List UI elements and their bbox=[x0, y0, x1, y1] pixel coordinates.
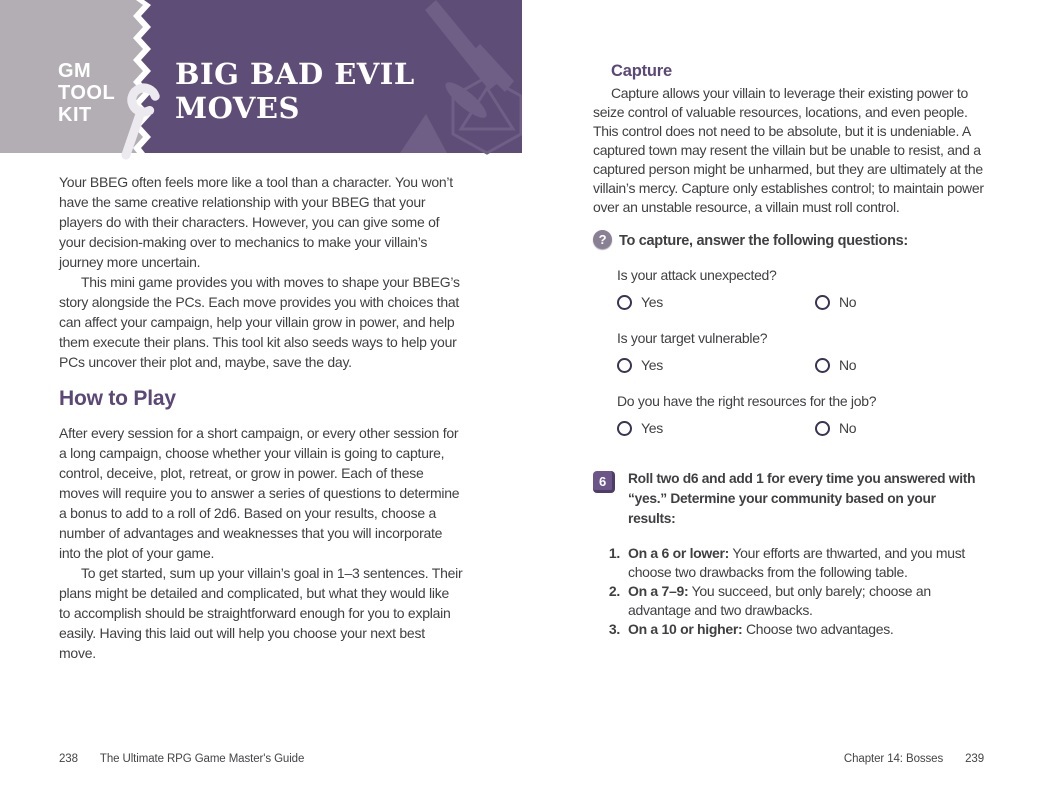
how-to-play-paragraph-2: To get started, sum up your villain’s goal in 1–3 sentences. Their plans might be detailed and complicated, but what they would like to accomplish should be straightforward enough for you to explain easily. Having this laid out will help you choose your next best move. bbox=[59, 565, 463, 661]
result-item-3 bbox=[606, 620, 985, 639]
question-text: Is your attack unexpected? bbox=[617, 267, 777, 283]
result-description: Choose two advantages. bbox=[746, 621, 894, 637]
badge-line: TOOL bbox=[58, 82, 116, 104]
title-line: MOVES bbox=[175, 91, 300, 125]
result-lead: On a 7–9: bbox=[628, 583, 689, 599]
result-number: 3. bbox=[608, 621, 620, 637]
right-page-footer bbox=[844, 753, 984, 765]
how-to-play-paragraph-1: After every session for a short campaign, or every other session for a long campaign, choose whether your villain is going to capture, control, deceive, plot, retreat, or grow in power. Each of these moves will require you to answer a series of questions to determine a bonus to add to a roll of 2d6. Based on your results, choose a number of advantages and weaknesses that you will incorporate into the plot of your game. bbox=[59, 425, 460, 561]
result-text bbox=[628, 582, 985, 620]
option-label: No bbox=[839, 420, 857, 436]
roll-instruction-text: Roll two d6 and add 1 for every time you answered with “yes.” Determine your community based on your results: bbox=[628, 471, 976, 526]
question-block-1 bbox=[617, 266, 985, 312]
option-no[interactable] bbox=[815, 356, 985, 375]
result-number: 1. bbox=[608, 545, 620, 561]
option-label: No bbox=[839, 357, 857, 373]
option-yes[interactable] bbox=[617, 293, 815, 312]
option-label: No bbox=[839, 294, 857, 310]
result-description: Your efforts are thwarted, and you must choose two drawbacks from the following table. bbox=[628, 545, 966, 580]
right-page-number: 239 bbox=[965, 753, 984, 765]
capture-paragraph: Capture allows your villain to leverage their existing power to seize control of valuable resources, locations, and even people. This control does not need to be absolute, but it is undeniable. A captured town may resent the villain but be unable to resist, and a captured person might be unharmed, but they are ultimately at the villain’s mercy. Capture only establishes control; to maintain power over an unstable resource, a villain must roll control. bbox=[593, 85, 984, 215]
badge-line: KIT bbox=[58, 104, 92, 126]
question-text: Do you have the right resources for the job? bbox=[617, 393, 877, 409]
page-title bbox=[175, 57, 415, 125]
result-lead: On a 10 or higher: bbox=[628, 621, 743, 637]
question-options bbox=[617, 419, 985, 438]
left-page-number: 238 bbox=[59, 753, 78, 765]
d6-die-icon: 6 bbox=[593, 471, 615, 493]
option-label: Yes bbox=[641, 294, 663, 310]
result-item-1 bbox=[606, 544, 985, 582]
questions-intro-row bbox=[593, 230, 985, 251]
result-text bbox=[628, 544, 985, 582]
radio-button-yes[interactable] bbox=[617, 295, 632, 310]
results-list bbox=[606, 544, 985, 639]
chapter-label: Chapter 14: Bosses bbox=[843, 753, 944, 765]
question-block-3 bbox=[617, 392, 985, 438]
questions-list bbox=[617, 266, 985, 438]
result-text bbox=[628, 620, 985, 639]
questions-intro-text: To capture, answer the following questions: bbox=[619, 233, 908, 249]
result-item-2 bbox=[606, 582, 985, 620]
roll-instruction-row bbox=[593, 469, 985, 529]
capture-heading: Capture bbox=[611, 62, 672, 80]
question-text: Is your target vulnerable? bbox=[617, 330, 768, 346]
option-no[interactable] bbox=[815, 419, 985, 438]
left-page-column bbox=[59, 172, 463, 663]
option-no[interactable] bbox=[815, 293, 985, 312]
result-number: 2. bbox=[608, 583, 620, 599]
radio-button-no[interactable] bbox=[815, 295, 830, 310]
option-yes[interactable] bbox=[617, 356, 815, 375]
option-label: Yes bbox=[641, 420, 663, 436]
question-options bbox=[617, 356, 985, 375]
radio-button-no[interactable] bbox=[815, 358, 830, 373]
chapter-banner bbox=[0, 0, 522, 175]
book-title: The Ultimate RPG Game Master's Guide bbox=[99, 753, 305, 765]
radio-button-yes[interactable] bbox=[617, 421, 632, 436]
option-label: Yes bbox=[641, 357, 663, 373]
how-to-play-heading: How to Play bbox=[59, 387, 176, 410]
left-page-footer bbox=[59, 753, 304, 765]
radio-button-yes[interactable] bbox=[617, 358, 632, 373]
right-page-column bbox=[593, 62, 985, 639]
intro-paragraph-2: This mini game provides you with moves to shape your BBEG’s story alongside the PCs. Each move provides you with choices that can affect your campaign, help your villain grow in power, and help them execute their plans. This tool kit also seeds ways to help your PCs uncover their plot and, maybe, save the day. bbox=[59, 274, 460, 370]
question-options bbox=[617, 293, 985, 312]
option-yes[interactable] bbox=[617, 419, 815, 438]
gm-toolkit-badge bbox=[58, 60, 115, 126]
result-description: You succeed, but only barely; choose an advantage and two drawbacks. bbox=[628, 583, 931, 618]
radio-button-no[interactable] bbox=[815, 421, 830, 436]
result-lead: On a 6 or lower: bbox=[628, 545, 729, 561]
question-mark-icon: ? bbox=[593, 230, 612, 249]
badge-line: GM bbox=[58, 60, 92, 82]
question-block-2 bbox=[617, 329, 985, 375]
intro-paragraph-1: Your BBEG often feels more like a tool than a character. You won’t have the same creative relationship with your BBEG that your players do with their characters. However, you can give some of your decision-making over to mechanics to make your villain’s journey more uncertain. bbox=[59, 174, 453, 270]
title-line: BIG BAD EVIL bbox=[175, 57, 415, 91]
